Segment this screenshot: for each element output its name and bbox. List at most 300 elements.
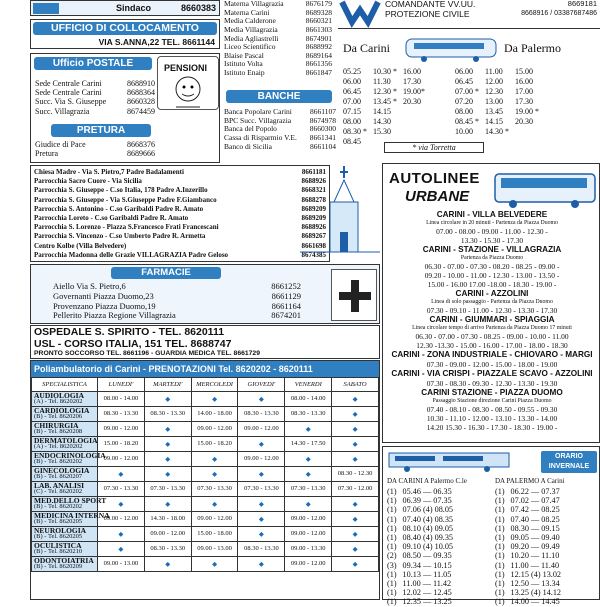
schedule-cell: 15.00 - 18.00 — [191, 526, 238, 541]
schedule-cell: 09.00 - 13.00 — [98, 556, 145, 571]
orario-row — [495, 597, 599, 606]
specialty-name: ENDOCRINOLOGIA — [34, 450, 106, 460]
orario-row — [387, 533, 487, 542]
orario-times: 11.00 — 11.40 — [510, 560, 560, 570]
route-name: CARINI - VILLA BELVEDERE — [436, 210, 548, 219]
train-time: 13.45 — [485, 107, 503, 116]
pensioner-icon — [158, 71, 218, 111]
orario-code: (1) — [495, 588, 505, 598]
schedule-cell: 09.00 - 13.30 — [285, 541, 332, 556]
schedule-cell: 09.00 - 12.00 — [285, 556, 332, 571]
orario-row — [387, 551, 487, 560]
orario-row — [495, 561, 599, 570]
schedule-cell: ◆ — [238, 466, 285, 481]
train-time: 17.00 — [515, 87, 533, 96]
train-time: 15.30 — [373, 127, 391, 136]
orario-code: (1) — [495, 542, 505, 552]
schedule-cell: 07.30 - 12.00 — [332, 481, 379, 496]
orario-times: 09.34 — 10.15 — [402, 560, 452, 570]
orario-row — [495, 524, 599, 533]
orario-row — [495, 533, 599, 542]
orario-row — [387, 487, 487, 496]
specialty-cell — [32, 526, 98, 541]
collocamento-address: VIA S.ANNA,22 TEL. 8661144 — [98, 37, 215, 47]
schedule-cell: ◆ — [191, 556, 238, 571]
train-time: 15.00 — [515, 67, 533, 76]
orario-right-list — [495, 487, 599, 607]
schedule-cell: 08.30 - 13.30 — [238, 406, 285, 421]
orario-code: (1) — [495, 551, 505, 561]
route-times: 13.30 - 15.30 - 17.30 — [460, 236, 524, 245]
orario-row — [387, 588, 487, 597]
orario-row — [387, 515, 487, 524]
schedule-cell: ◆ — [332, 391, 379, 406]
specialty-cell — [32, 556, 98, 571]
parrocchia-row — [34, 242, 326, 251]
train-time: 19.00 * — [515, 107, 539, 116]
schedule-cell: 14.30 - 18.00 — [144, 511, 191, 526]
schedule-cell: 08.00 - 14.00 — [285, 391, 332, 406]
pensioni-label: PENSIONI — [164, 63, 208, 73]
schedule-cell: ◆ — [332, 496, 379, 511]
schedule-cell: 09.00 - 12.00 — [98, 511, 145, 526]
train-time: 06.00 — [343, 77, 361, 86]
orario-row — [495, 487, 599, 496]
orario-row — [387, 542, 487, 551]
sindaco-phone: 8660383 — [181, 3, 217, 13]
route-name: CARINI - STAZIONE - VILLAGRAZIA — [422, 245, 562, 254]
schedule-header: SPECIALISTICA — [32, 378, 98, 392]
parrocchia-name: Chiesa Madre - Via S. Pietro,7 Padre Badalamenti — [34, 168, 184, 176]
schedule-cell: ◆ — [144, 436, 191, 451]
pensioni-cartoon — [157, 56, 219, 110]
sindaco-strip — [30, 0, 220, 16]
parrocchia-name: Parrocchia S. Antonino - C.so Garibaldi Padre R. Amato — [34, 204, 204, 213]
orario-times: 06.39 — 07.35 — [402, 496, 452, 506]
schedule-cell: ◆ — [332, 556, 379, 571]
postale-row: Succ. Via S. Giuseppe 8660328 — [35, 97, 155, 107]
autolinee-title: AUTOLINEE — [389, 170, 480, 187]
parrocchia-row — [34, 223, 326, 232]
schedule-cell: ◆ — [332, 436, 379, 451]
timetable-row — [340, 97, 428, 107]
schedule-header: GIOVEDI' — [238, 378, 285, 392]
postale-row: Sede Centrale Carini 8688364 — [35, 88, 155, 98]
orario-times: 07.42 — 08.25 — [510, 505, 560, 515]
specialty-phone: (B) - Tel. 8620207 — [34, 473, 83, 480]
train-time: 07.00 * — [455, 87, 479, 96]
farmacie-list — [53, 282, 301, 321]
postale-title: Ufficio POSTALE — [34, 57, 152, 70]
parrocchie-box — [30, 165, 330, 262]
orario-code: (1) — [495, 487, 505, 496]
schedule-cell: 08.30 - 13.30 — [144, 406, 191, 421]
via-torretta-note: * via Torretta — [384, 142, 484, 153]
bank-row: Banca del Popolo 8660300 — [224, 124, 336, 134]
schedule-row — [32, 391, 379, 406]
parrocchia-phone: 8689209 — [301, 214, 326, 223]
route-name: CARINI - AZZOLINI — [455, 289, 529, 298]
train-time — [512, 127, 542, 137]
autolinee-box — [382, 163, 600, 443]
schedule-cell: ◆ — [238, 556, 285, 571]
schedule-cell: ◆ — [144, 451, 191, 466]
specialty-name: LAB. ANALISI — [34, 480, 85, 490]
orario-code: (3) — [387, 560, 397, 570]
parrocchia-phone: 8688278 — [301, 195, 326, 204]
pretura-row: Pretura 8689666 — [35, 149, 155, 159]
train-time: 20.30 — [403, 97, 421, 106]
schedule-cell: ◆ — [238, 436, 285, 451]
protezione-block — [385, 0, 597, 20]
orario-code: (1) — [495, 560, 505, 570]
orario-times: 08.40 (4) 09.35 — [402, 533, 454, 543]
orario-times: 09.20 — 09.49 — [510, 542, 560, 552]
parrocchia-phone: 8661181 — [301, 168, 326, 176]
urbane-title: URBANE — [405, 188, 470, 205]
schedule-cell: ◆ — [191, 496, 238, 511]
timetable-row — [452, 117, 542, 127]
schedule-cell: ◆ — [238, 511, 285, 526]
train-time: 10.00 — [455, 127, 473, 136]
orario-row — [495, 496, 599, 505]
train-time: 08.45 — [343, 137, 361, 146]
da-palermo-label: Da Palermo — [504, 41, 561, 55]
orario-code: (1) — [387, 505, 397, 515]
orario-times: 10.13 — 11.05 — [402, 569, 452, 579]
route-times: 09.20 - 10.00 - 11.00 - 12.30 - 13.00 - 13.50 - — [424, 271, 560, 280]
train-time: 14.30 * — [485, 127, 509, 136]
route-name: CARINI - ZONA INDUSTRIALE - CHIOVARO - MARGI — [391, 350, 593, 359]
train-time: 14.30 — [373, 117, 391, 126]
route-times: 06.30 - 07.00 - 07.30 - 08.25 - 09.00 - 10.00 - 11.00 — [415, 332, 569, 341]
schedule-header: MERCOLEDI — [191, 378, 238, 392]
orario-times: 12.50 — 13.34 — [510, 579, 560, 589]
train-time: 08.45 * — [455, 117, 479, 126]
orario-code: (1) — [495, 579, 505, 589]
schedule-header: LUNEDI' — [98, 378, 145, 392]
specialty-cell — [32, 510, 110, 526]
route-times: 07.00 - 08.00 - 09.00 - 11.00 - 12.30 - — [436, 227, 548, 236]
train-time: 06.45 — [343, 87, 361, 96]
parrocchia-row — [34, 205, 326, 214]
timetable-row — [340, 127, 428, 137]
schedule-row — [32, 436, 379, 451]
school-row: Materna Carini 8689328 — [224, 7, 332, 17]
parrocchia-name: Parrocchia Madonna delle Grazie VILLAGRAZIA Padre Geloso — [34, 250, 229, 259]
specialty-name: ODONTOIATRIA — [34, 555, 94, 565]
specialty-cell — [32, 406, 98, 421]
schedule-cell: ◆ — [285, 466, 332, 481]
route-note: Passaggio Stazione direzione Carini Piazza Duomo — [432, 398, 552, 404]
route-times: 07.40 - 08.10 - 08.30 - 08.50 - 09.55 - 09.30 — [426, 405, 558, 414]
specialty-name: GINECOLOGIA — [34, 465, 90, 475]
train-time: 08.00 — [455, 107, 473, 116]
train-time: 13.00 — [485, 97, 503, 106]
schedule-cell: ◆ — [144, 466, 191, 481]
route-times: 15.00 - 16.00 17.00 -18.00 - 18.30 - 19.00 - — [427, 280, 557, 289]
train-time: 08.30 * — [343, 127, 367, 136]
schedule-row — [32, 511, 379, 526]
school-row: Istituto Volta 8661356 — [224, 59, 332, 69]
schedule-cell: 08.30 - 13.30 — [285, 406, 332, 421]
banche-title: BANCHE — [226, 90, 332, 103]
school-row: Liceo Scientifico 8688992 — [224, 42, 332, 52]
train-time — [400, 107, 428, 117]
route-times: 14.20 15.30 - 16.30 - 17.30 - 18.30 - 19.00 - — [426, 423, 558, 432]
schedule-header: SABATO — [332, 378, 379, 392]
specialty-name: OCULISTICA — [34, 540, 82, 550]
farmacia-row: Provenzano Piazza Duomo,19 8661164 — [53, 300, 301, 311]
schedule-cell: ◆ — [144, 496, 191, 511]
schedule-cell: 08.00 - 14.00 — [98, 391, 145, 406]
parrocchia-phone: 8668321 — [301, 186, 326, 195]
poliambulatorio-box — [30, 360, 380, 600]
specialty-name: CARDIOLOGIA — [34, 405, 90, 415]
timetable-row — [452, 67, 542, 77]
schedule-cell: 09.00 - 13.00 — [191, 541, 238, 556]
parrocchia-phone: 8689209 — [301, 204, 326, 213]
orario-times: 08.30 — 09.15 — [510, 523, 560, 533]
train-time: 19.00* — [403, 87, 425, 96]
train-top-box — [338, 28, 600, 156]
timetable-row — [452, 87, 542, 97]
schedule-row — [32, 466, 379, 481]
civile-row: PROTEZIONE CIVILE 8668916 / 03387687486 — [385, 8, 597, 19]
schedule-cell: ◆ — [238, 526, 285, 541]
orario-code: (1) — [495, 523, 505, 533]
parrocchia-row — [34, 186, 326, 195]
specialty-phone: (A) - Tel. 8620202 — [34, 443, 83, 450]
schedule-cell: ◆ — [191, 391, 238, 406]
orario-row — [495, 542, 599, 551]
orario-times: 12.15 (4) 13.02 — [510, 569, 562, 579]
orario-code: (1) — [495, 496, 505, 506]
timetable-row — [452, 77, 542, 87]
route-times: 07.30 - 08.30 - 09.30 - 12.30 - 13.30 - 19.30 — [426, 379, 558, 388]
schedule-row — [32, 406, 379, 421]
school-row: Materna Villagrazia 8676179 — [224, 0, 332, 8]
train-time: 12.30 * — [373, 87, 397, 96]
orario-code: (1) — [495, 505, 505, 515]
pretura-row: Giudice di Pace 8668376 — [35, 140, 155, 149]
train-time: 12.30 — [485, 87, 503, 96]
schedule-cell: ◆ — [332, 421, 379, 436]
poliambulatorio-title: Poliambulatorio di Carini - PRENOTAZIONI Tel. 8620202 - 8620111 — [31, 361, 379, 377]
orario-code: (1) — [387, 523, 397, 533]
ospedale-line2: USL - CORSO ITALIA, 151 TEL. 8688747 — [34, 338, 232, 350]
orario-row — [387, 561, 487, 570]
schedule-row — [32, 421, 379, 436]
specialty-phone: (B) - Tel. 8620205 — [34, 518, 83, 525]
specialty-name: CHIRURGIA — [34, 420, 79, 430]
schedule-cell: 07.30 - 13.30 — [191, 481, 238, 496]
bank-row: BPC Succ. Villagrazia 8674978 — [224, 115, 336, 125]
train-time: 06.00 — [455, 67, 473, 76]
locomotive-icon — [387, 449, 537, 473]
school-row: Media Calderone 8660321 — [224, 16, 332, 26]
train-time: 14.15 — [485, 117, 503, 126]
train-time: 11.00 — [485, 67, 503, 76]
route-name: CARINI STAZIONE - PIAZZA DUOMO — [421, 388, 563, 397]
school-row: Media Villagrazia 8661303 — [224, 24, 332, 34]
orario-code: (1) — [387, 569, 397, 579]
parrocchia-name: Parrocchia S. Lorenzo - Piazza S.Francesco Frati Francescani — [34, 223, 219, 232]
train-time: 13.45 * — [373, 97, 397, 106]
orario-row — [387, 579, 487, 588]
train-time — [400, 117, 428, 127]
specialty-name: MEDICINA INTERNA — [34, 510, 110, 520]
policeman-icon — [338, 0, 382, 28]
train-time: 16.00 — [515, 77, 533, 86]
schedule-cell: ◆ — [144, 421, 191, 436]
sindaco-label: Sindaco — [116, 3, 152, 13]
collocamento-title: UFFICIO DI COLLOCAMENTO — [33, 22, 217, 35]
parrocchia-name: Parrocchia S. Vincenzo - C.so Umberto Padre R. Armetta — [34, 232, 206, 241]
carini-timetable — [340, 67, 428, 147]
specialty-phone: (B) - Tel. 8620210 — [34, 548, 83, 555]
farmacia-row: Governanti Piazza Duomo,23 8661129 — [53, 290, 301, 301]
ospedale-box — [30, 325, 380, 359]
parrocchia-phone: 8689267 — [301, 232, 326, 241]
orario-code: (1) — [387, 533, 397, 543]
schedule-cell: ◆ — [191, 466, 238, 481]
banche-list — [224, 108, 336, 151]
schedule-row — [32, 451, 379, 466]
parrocchia-name: Parrocchia S. Giuseppe - C.so Italia, 178 Padre A.Inzerillo — [34, 186, 208, 195]
orario-times: 08.50 — 09.35 — [402, 551, 452, 561]
train-time: 07.00 — [343, 97, 361, 106]
train-time: 05.25 — [343, 67, 361, 76]
postale-row: Succ. Villagrazia 8674459 — [35, 106, 155, 116]
train-time: 12.00 — [485, 77, 503, 86]
schedule-cell: ◆ — [332, 451, 379, 466]
sindaco-icon — [33, 3, 59, 14]
schedule-cell: 15.00 - 18.20 — [191, 436, 238, 451]
orario-row — [495, 551, 599, 560]
specialty-phone: (B) - Tel. 8620202 — [34, 458, 83, 465]
orario-badge: ORARIO INVERNALE — [541, 451, 597, 473]
train-time — [400, 127, 428, 137]
orario-times: 07.40 (4) 08.35 — [402, 514, 454, 524]
parrocchia-phone: 8688926 — [301, 177, 326, 186]
schedule-cell: ◆ — [98, 541, 145, 556]
route-times: 06.30 - 07.00 - 07.30 - 08.20 - 08.25 - 09.00 - — [424, 262, 560, 271]
orario-row — [495, 570, 599, 579]
orario-times: 09.05 — 09.40 — [510, 533, 560, 543]
parrocchia-row — [34, 196, 326, 205]
train-time: 11.30 — [373, 77, 391, 86]
schedule-cell: 08.30 - 13.30 — [238, 541, 285, 556]
schedule-cell: ◆ — [144, 391, 191, 406]
timetable-row — [340, 117, 428, 127]
orario-times: 07.40 — 08.25 — [510, 514, 560, 524]
schedule-cell: ◆ — [285, 451, 332, 466]
orario-times: 09.10 (4) 10.05 — [402, 542, 454, 552]
route-note: Linea circolare tempo di arrivo Partenza da Piazza Duomo 17 minuti — [412, 325, 572, 331]
orario-code: (1) — [387, 496, 397, 506]
postale-row: Sede Centrale Carini 8688910 — [35, 79, 155, 88]
parrocchia-name: Parrocchia Sacro Cuore - Via Sicilia — [34, 177, 142, 186]
route-note: Linea circolare in 20 minuti - Partenza da Piazza Duomo — [426, 220, 558, 226]
orario-times: 06.22 — 07.37 — [510, 487, 560, 496]
orario-code: (1) — [495, 514, 505, 524]
orario-row — [387, 524, 487, 533]
school-row: Istituto Enaip 8661847 — [224, 68, 332, 77]
orario-row — [495, 579, 599, 588]
comandante-row: COMANDANTE VV.UU. 8669181 — [385, 0, 597, 9]
schedule-cell: 09.00 - 12.00 — [238, 451, 285, 466]
schedule-cell: 07.30 - 13.30 — [238, 481, 285, 496]
orario-code: (1) — [387, 542, 397, 552]
parrocchia-phone: 8674385 — [301, 250, 326, 259]
timetable-row — [340, 87, 428, 97]
da-carini-label: Da Carini — [343, 41, 390, 55]
schedule-cell: ◆ — [285, 496, 332, 511]
bank-row: Banco di Sicilia 8661104 — [224, 141, 336, 151]
specialty-phone: (B) - Tel. 8620206 — [34, 413, 83, 420]
train-time: 17.30 — [515, 97, 533, 106]
schedule-cell: 09.00 - 12.00 — [285, 526, 332, 541]
bank-row: Cassa di Risparmio V.E. 8661341 — [224, 132, 336, 142]
specialty-name: AUDIOLOGIA — [34, 390, 85, 400]
pharmacy-cross-icon — [331, 269, 377, 321]
orario-row — [387, 597, 487, 606]
orario-row — [495, 588, 599, 597]
specialty-cell — [32, 450, 106, 466]
schedule-cell: ◆ — [332, 526, 379, 541]
bus-routes — [386, 210, 598, 432]
bank-row: Banca Popolare Carini 8661107 — [224, 107, 336, 116]
schedule-header: MARTEDI' — [144, 378, 191, 392]
schedule-cell: 09.00 - 12.00 — [98, 451, 145, 466]
schedule-row — [32, 556, 379, 571]
farmacia-row: Aiello Via S. Pietro,6 8661252 — [53, 281, 301, 291]
orario-col2-title: DA PALERMO A Carini — [495, 477, 565, 485]
schedule-header: VENERDI — [285, 378, 332, 392]
train-time: 07.15 — [343, 107, 361, 116]
schedule-cell: 14.30 - 17.50 — [285, 436, 332, 451]
orario-code: (1) — [387, 579, 397, 589]
orario-row — [495, 515, 599, 524]
specialty-name: DERMATOLOGIA — [34, 435, 98, 445]
orario-code: (2) — [387, 551, 397, 561]
parrocchia-phone: 8688926 — [301, 223, 326, 232]
orario-times: 08.10 (4) 09.05 — [402, 523, 454, 533]
schedule-cell: ◆ — [238, 496, 285, 511]
ospedale-line3: PRONTO SOCCORSO TEL. 8661196 - GUARDIA MEDICA TEL. 8661729 — [34, 350, 260, 357]
schedule-cell: ◆ — [191, 451, 238, 466]
specialty-phone: (B) - Tel. 8620205 — [34, 533, 83, 540]
orario-left-list — [387, 487, 487, 607]
schedule-row — [32, 526, 379, 541]
schedule-cell: 09.00 - 12.00 — [144, 526, 191, 541]
train-time: 14.15 — [373, 107, 391, 116]
schedule-cell: 09.00 - 12.00 — [191, 511, 238, 526]
route-note: Partenza da Piazza Duomo — [460, 255, 524, 261]
route-times: 12.30 -13.30 - 15.00 - 16.00 - 17.00 - 18.00 - 18.30 — [416, 341, 568, 350]
schedule-cell: 07.30 - 13.30 — [98, 481, 145, 496]
train-time: 16.00 — [403, 67, 421, 76]
poliambulatorio-table — [31, 377, 379, 572]
orario-code: (1) — [387, 597, 397, 607]
orario-code: (1) — [495, 569, 505, 579]
orario-times: 14.00 — 14.45 — [510, 597, 560, 607]
schedule-cell: 08.30 - 12.30 — [332, 466, 379, 481]
parrocchia-row — [34, 177, 326, 186]
orario-row — [495, 505, 599, 514]
timetable-row — [340, 107, 428, 117]
